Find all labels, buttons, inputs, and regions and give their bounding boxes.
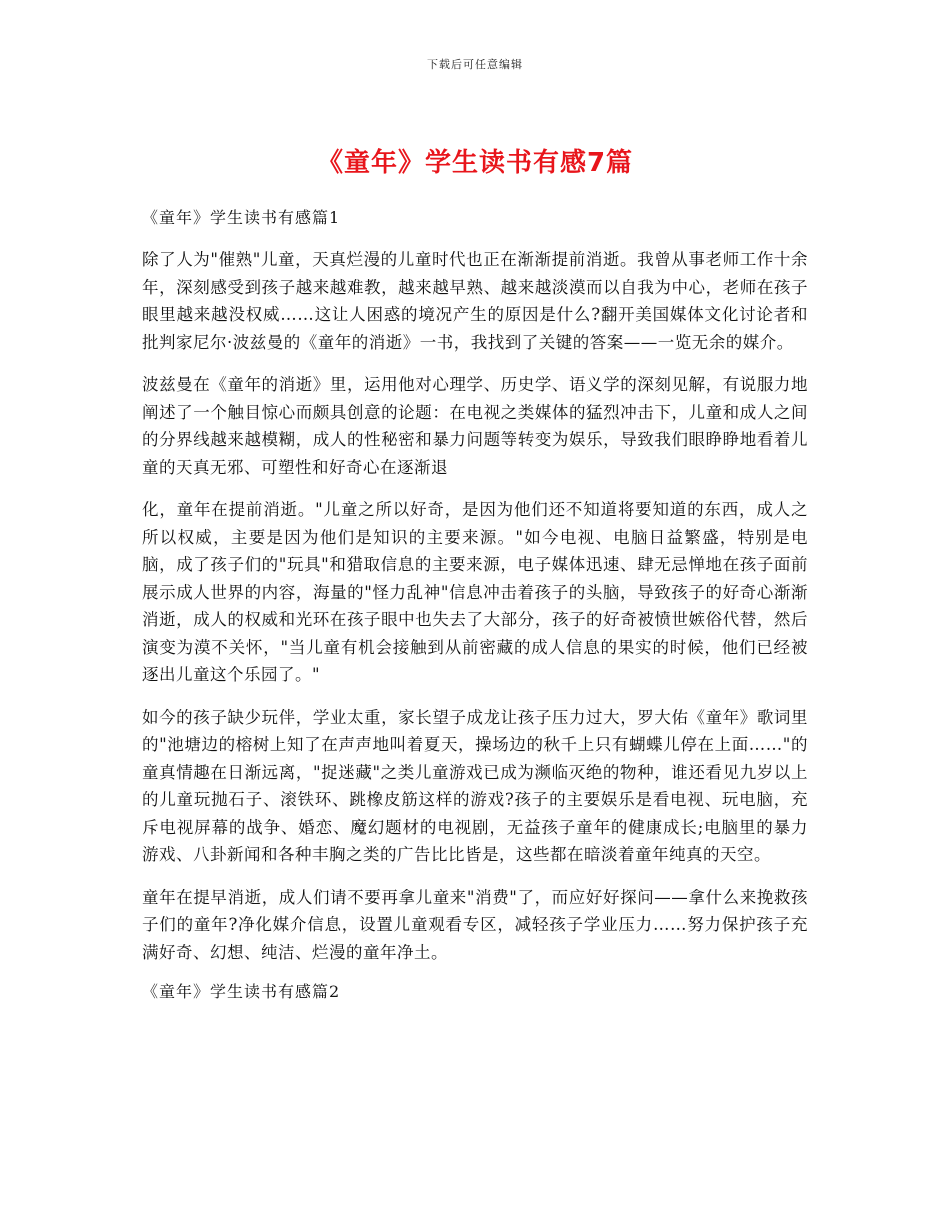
section-heading-1: 《童年》学生读书有感篇1 — [142, 208, 341, 227]
paragraph-4: 如今的孩子缺少玩伴，学业太重，家长望子成龙让孩子压力过大，罗大佑《童年》歌词里的"池塘边的榕树上知了在声声地叫着夏天，操场边的秋千上只有蝴蝶儿停在上面……"的童真情趣在日渐远离，"捉迷藏"之类儿童游戏已成为濒临灭绝的物种，谁还看见九岁以上的儿童玩抛石子、滚铁环、跳橡皮筋这样的游戏?孩子的主要娱乐是看电视、玩电脑，充斥电视屏幕的战争、婚恋、魔幻题材的电视剧，无益孩子童年的健康成长;电脑里的暴力游戏、八卦新闻和各种丰胸之类的广告比比皆是，这些都在暗淡着童年纯真的天空。 — [142, 707, 808, 864]
page-header-note: 下载后可任意编辑 — [427, 58, 523, 71]
paragraph-2: 波兹曼在《童年的消逝》里，运用他对心理学、历史学、语义学的深刻见解，有说服力地阐述了一个触目惊心而颇具创意的论题：在电视之类媒体的猛烈冲击下，儿童和成人之间的分界线越来越模糊，成人的性秘密和暴力问题等转变为娱乐，导致我们眼睁睁地看着儿童的天真无邪、可塑性和好奇心在逐渐退 — [142, 375, 808, 477]
paragraph-1: 除了人为"催熟"儿童，天真烂漫的儿童时代也正在渐渐提前消逝。我曾从事老师工作十余年，深刻感受到孩子越来越难教，越来越早熟、越来越淡漠而以自我为中心，老师在孩子眼里越来越没权威……这让人困惑的境况产生的原因是什么?翻开美国媒体文化讨论者和批判家尼尔·波兹曼的《童年的消逝》一书，我找到了关键的答案——一览无余的媒介。 — [142, 250, 808, 352]
section-heading-2: 《童年》学生读书有感篇2 — [142, 982, 341, 1001]
document-title: 《童年》学生读书有感7篇 — [316, 148, 634, 178]
document-body — [142, 204, 808, 1020]
paragraph-5: 童年在提早消逝，成人们请不要再拿儿童来"消费"了，而应好好探问——拿什么来挽救孩子们的童年?净化媒介信息，设置儿童观看专区，减轻孩子学业压力……努力保护孩子充满好奇、幻想、纯洁、烂漫的童年净土。 — [142, 887, 808, 962]
paragraph-3: 化，童年在提前消逝。"儿童之所以好奇，是因为他们还不知道将要知道的东西，成人之所以权威，主要是因为他们是知识的主要来源。"如今电视、电脑日益繁盛，特别是电脑，成了孩子们的"玩具"和猎取信息的主要来源，电子媒体迅速、肆无忌惮地在孩子面前展示成人世界的内容，海量的"怪力乱神"信息冲击着孩子的头脑，导致孩子的好奇心渐渐消逝，成人的权威和光环在孩子眼中也失去了大部分，孩子的好奇被愤世嫉俗代替，然后演变为漠不关怀，"当儿童有机会接触到从前密藏的成人信息的果实的时候，他们已经被逐出儿童这个乐园了。" — [142, 500, 808, 684]
